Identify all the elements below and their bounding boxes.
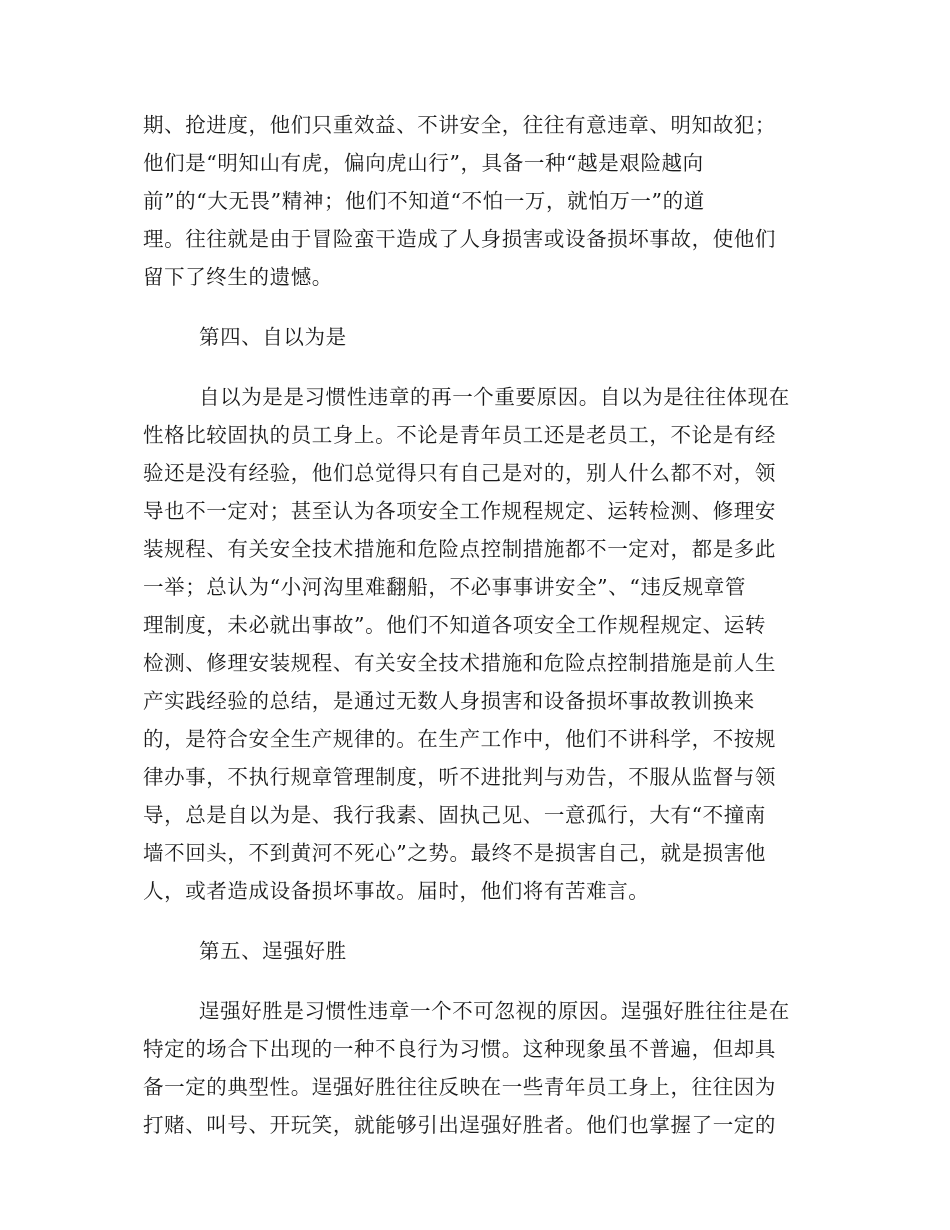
text-line: 验还是没有经验，他们总觉得只有自己是对的，别人什么都不对，领: [143, 461, 776, 485]
text-line: 前”的“大无畏”精神；他们不知道“不怕一万，就怕万一”的道: [143, 189, 705, 213]
text-line: 期、抢进度，他们只重效益、不讲安全，往往有意违章、明知故犯；: [143, 113, 776, 137]
document-body: [143, 106, 808, 1144]
section-heading-4: 第四、自以为是: [199, 325, 347, 349]
text-line: 一举；总认为“小河沟里难翻船，不必事事讲安全”、“违反规章管: [143, 575, 746, 599]
paragraph-self-righteous: [143, 378, 808, 910]
text-line: 他们是“明知山有虎，偏向虎山行”，具备一种“越是艰险越向: [143, 151, 704, 175]
text-line: 逞强好胜是习惯性违章一个不可忽视的原因。逞强好胜往往是在: [199, 999, 790, 1023]
text-line: 装规程、有关安全技术措施和危险点控制措施都不一定对，都是多此: [143, 537, 776, 561]
text-line: 性格比较固执的员工身上。不论是青年员工还是老员工，不论是有经: [143, 423, 776, 447]
text-line: 的，是符合安全生产规律的。在生产工作中，他们不讲科学，不按规: [143, 727, 776, 751]
text-line: 理。往往就是由于冒险蛮干造成了人身损害或设备损坏事故，使他们: [143, 227, 776, 251]
text-line: 导也不一定对；甚至认为各项安全工作规程规定、运转检测、修理安: [143, 499, 776, 523]
text-line: 律办事，不执行规章管理制度，听不进批判与劝告，不服从监督与领: [143, 765, 776, 789]
text-line: 检测、修理安装规程、有关安全技术措施和危险点控制措施是前人生: [143, 651, 776, 675]
text-line: 特定的场合下出现的一种不良行为习惯。这种现象虽不普遍，但却具: [143, 1037, 776, 1061]
text-line: 自以为是是习惯性违章的再一个重要原因。自以为是往往体现在: [199, 385, 790, 409]
text-line: 产实践经验的总结，是通过无数人身损害和设备损坏事故教训换来: [143, 689, 755, 713]
text-line: 留下了终生的遗憾。: [143, 265, 333, 289]
paragraph-risk-taking: [143, 106, 808, 296]
text-line: 墙不回头，不到黄河不死心”之势。最终不是损害自己，就是损害他: [143, 841, 766, 865]
section-heading-5: 第五、逞强好胜: [199, 939, 347, 963]
text-line: 打赌、叫号、开玩笑，就能够引出逞强好胜者。他们也掌握了一定的: [143, 1113, 776, 1137]
paragraph-show-off: [143, 992, 808, 1144]
text-line: 备一定的典型性。逞强好胜往往反映在一些青年员工身上，往往因为: [143, 1075, 776, 1099]
text-line: 导，总是自以为是、我行我素、固执己见、一意孤行，大有“不撞南: [143, 803, 766, 827]
text-line: 人，或者造成设备损坏事故。届时，他们将有苦难言。: [143, 879, 650, 903]
text-line: 理制度，未必就出事故”。他们不知道各项安全工作规程规定、运转: [143, 613, 766, 637]
